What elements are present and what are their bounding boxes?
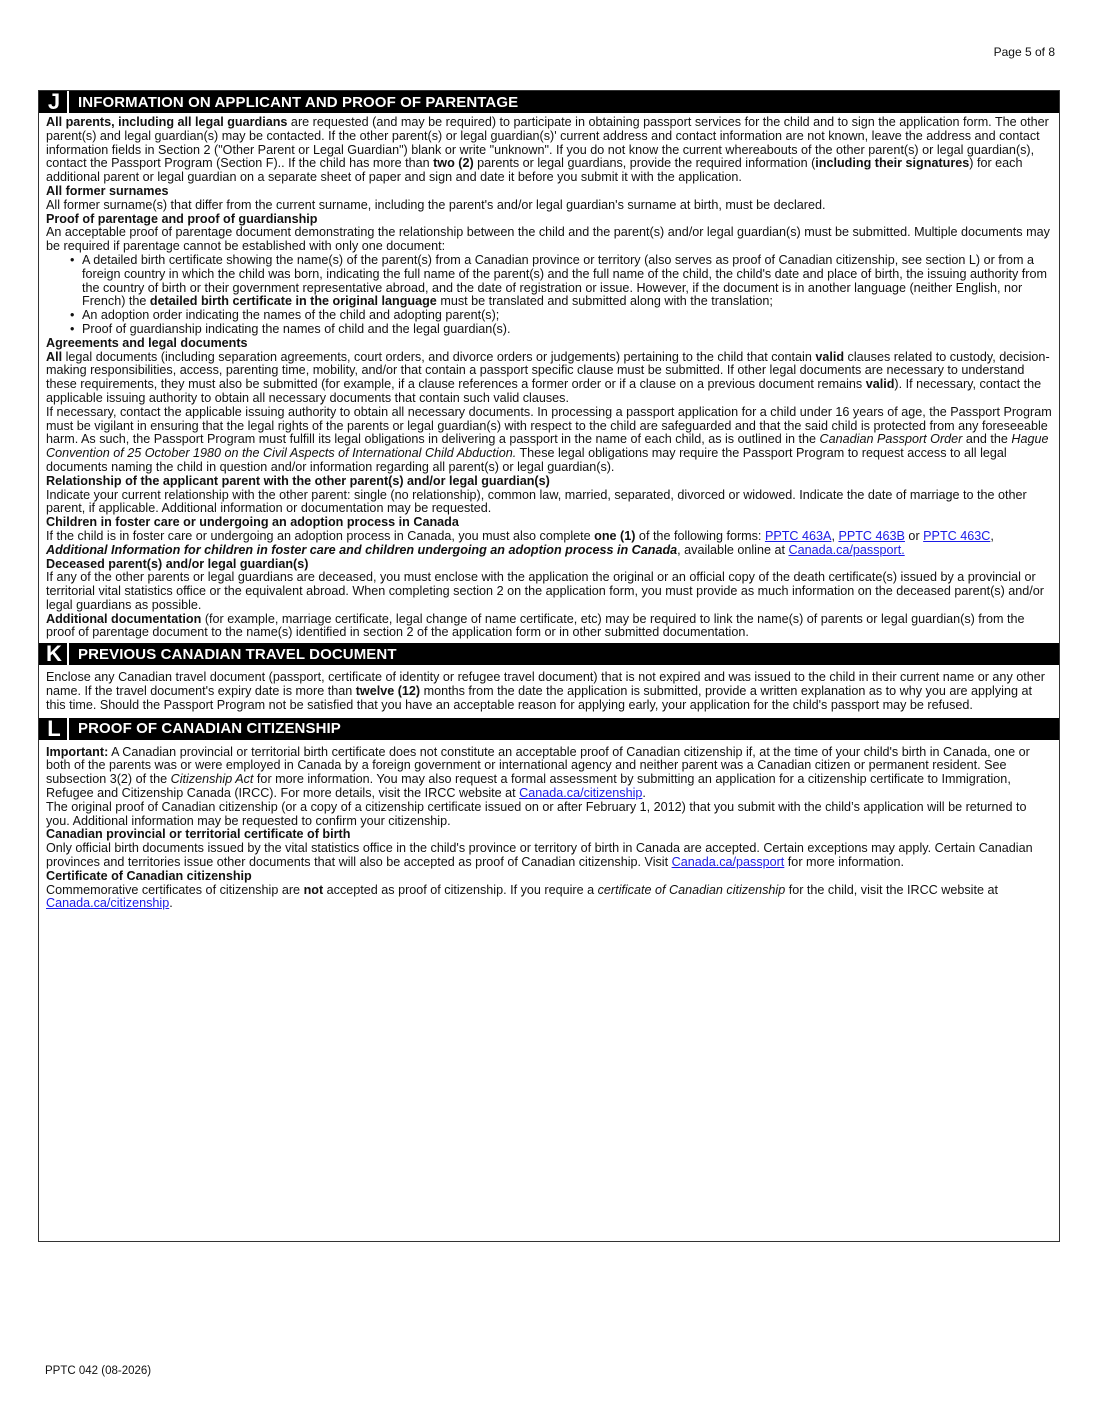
section-k-letter: K <box>41 643 69 665</box>
agreements-text-1 <box>46 351 1053 406</box>
foster-text-2: of the following forms: <box>635 528 765 543</box>
canada-passport-link[interactable]: Canada.ca/passport <box>671 855 785 870</box>
relationship-text: Indicate your current relationship with the other parent: single (no relationship), common law, married, separated, divorced or widowed. Indicate the date of marriage to the other parent, if applicable. Additional information or documentation may be requested. <box>46 487 1027 516</box>
agreements-italic-2: Hague Convention of 25 October 1980 on the Civil Aspects of International Child Abduction. <box>46 432 1049 461</box>
separator: or <box>904 528 924 543</box>
cert-text-4: . <box>169 896 173 911</box>
important-text-1: A Canadian provincial or territorial birth certificate does not constitute an acceptable proof of Canadian citizenship if, at the time of your child's birth in Canada, one or both of the parents was or were employed in Canada by a foreign government or international agency and neither parent was a Canadian citizen or permanent resident. See subsection 3(2) of the <box>46 744 1030 787</box>
page-number: Page 5 of 8 <box>993 45 1055 59</box>
form-code-footer: PPTC 042 (08-2026) <box>45 1365 152 1377</box>
bullet-text: must be translated and submitted along with the translation; <box>436 294 773 309</box>
foster-text <box>46 530 1053 558</box>
separator: , <box>990 528 994 543</box>
agreements-italic-1: Canadian Passport Order <box>819 432 963 447</box>
intro-bold-2: two (2) <box>433 156 474 171</box>
canada-passport-link[interactable]: Canada.ca/passport. <box>788 542 905 557</box>
original-proof-text: The original proof of Canadian citizenship (or a copy of a citizenship certificate issued on or after February 1, 2012) that you submit with the child’s application will be returned to you. Additional information may be requested to confirm your citizenship. <box>46 799 1027 828</box>
foster-heading: Children in foster care or undergoing an adoption process in Canada <box>46 515 459 530</box>
relationship-heading: Relationship of the applicant parent with the other parent(s) and/or legal guardian(s) <box>46 473 550 488</box>
section-j-intro <box>46 116 1053 185</box>
important-text-3: . <box>642 786 646 801</box>
additional-documentation-text <box>46 613 1053 641</box>
section-k-text <box>46 671 1053 712</box>
agreements-text: If necessary, contact the applicable issuing authority to obtain all necessary documents. In processing a passport application for a child under 16 years of age, the Passport Program must be vigilant in ensuring that the legal rights of the parents or legal guardian(s) with respect to the child are safeguarded and that the said child is protected from any foreseeable harm. As such, the Passport Program must fulfill its legal obligations in delivering a passport in the name of each child, as is outlined in the <box>46 404 1052 447</box>
agreements-text: ). If necessary, contact the applicable issuing authority to obtain all necessary documents that contain such valid clauses. <box>46 377 1042 405</box>
proof-heading: Proof of parentage and proof of guardianship <box>46 211 318 226</box>
bullet-bold: detailed birth certificate in the original language <box>149 294 437 309</box>
foster-text-1: If the child is in foster care or undergoing an adoption process in Canada, you must also complete <box>46 528 595 543</box>
section-k-content <box>39 665 1059 717</box>
agreements-bold-3: valid <box>865 377 895 392</box>
pptc-463a-link[interactable]: PPTC 463A <box>764 528 832 543</box>
section-j-content <box>39 113 1059 643</box>
cert-bold: not <box>303 882 324 897</box>
list-item: • An adoption order indicating the names of the child and adopting parent(s); <box>70 309 1053 323</box>
section-l-content <box>39 740 1059 915</box>
section-l-title: PROOF OF CANADIAN CITIZENSHIP <box>78 720 341 738</box>
section-k-text-1: Enclose any Canadian travel document (passport, certificate of identity or refugee travel document) that is not expired and was issued to the child in their current name or any other name. If the travel document's expiry date is more than <box>46 670 1045 699</box>
former-surnames-text: All former surname(s) that differ from the current surname, including the parent's and/or legal guardian's surname at birth, must be declared. <box>46 197 826 212</box>
birth-certificate-text <box>46 842 1053 870</box>
section-k-header <box>39 643 1059 665</box>
proof-list <box>46 254 1053 337</box>
form-page-frame <box>38 90 1060 1242</box>
agreements-text: clauses related to custody, decision-making responsibilities, access, parenting time, mobility, and/or that contain a passport specific clause must be submitted. If other legal documents are necessary to understand these requirements, they must also be submitted (for example, if a clause references a former order or if a clause on a previous document remains <box>46 349 1050 392</box>
cert-text-1: Commemorative certificates of citizenship are <box>46 882 304 897</box>
additional-text: (for example, marriage certificate, legal change of name certificate, etc) may be required to link the name(s) of parents or legal guardian(s) from the proof of parentage document to the name(s) identified in section 2 of the application form or in other submitted documentation. <box>46 611 1025 640</box>
agreements-bold-1: All <box>46 349 63 364</box>
additional-bold: Additional documentation <box>46 611 202 626</box>
list-item: • Proof of guardianship indicating the names of child and the legal guardian(s). <box>70 323 1053 337</box>
foster-text-3: , available online at <box>677 542 789 557</box>
agreements-heading: Agreements and legal documents <box>46 335 248 350</box>
intro-bold-1: All parents, including all legal guardians <box>46 115 288 129</box>
citizenship-certificate-text <box>46 884 1053 912</box>
cert-text-3: for the child, visit the IRCC website at <box>785 882 998 897</box>
foster-bold: one (1) <box>594 528 636 543</box>
agreements-text: These legal obligations may require the Passport Program to request access to all legal documents naming the child in question and/or information regarding all parent(s) or legal guardian(s). <box>46 446 1007 474</box>
deceased-text: If any of the other parents or legal guardians are deceased, you must enclose with the application the original or an official copy of the death certificate(s) issued by a provincial or territorial vital statistics office or the equivalent abroad. When completing section 2 on the application form, you must provide as much information on the deceased parent(s) and/or legal guardians as possible. <box>46 570 1044 612</box>
section-l-header <box>39 715 1059 741</box>
pptc-463b-link[interactable]: PPTC 463B <box>838 528 905 543</box>
cert-text-2: accepted as proof of citizenship. If you require a <box>323 882 598 897</box>
section-k-title: PREVIOUS CANADIAN TRAVEL DOCUMENT <box>78 645 397 663</box>
important-text-2: for more information. You may also request a formal assessment by submitting an application for a citizenship certificate to Immigration, Refugee and Citizenship Canada (IRCC). For more details, visit the IRCC website at <box>46 772 1011 801</box>
agreements-bold-2: valid <box>815 349 845 364</box>
section-k-bold: twelve (12) <box>355 684 421 699</box>
citizenship-act-title: Citizenship Act <box>170 772 254 787</box>
section-j-title: INFORMATION ON APPLICANT AND PROOF OF PARENTAGE <box>78 93 519 111</box>
proof-text: An acceptable proof of parentage document demonstrating the relationship between the child and the parent(s) and/or legal guardian(s) must be submitted. Multiple documents may be required if parentage cannot be established with only one document: <box>46 225 1050 254</box>
former-surnames-heading: All former surnames <box>46 183 169 198</box>
intro-text-3: ) for each additional parent or legal guardian on a separate sheet of paper and sign and date it before you submit it with the application. <box>46 156 1023 185</box>
birth-certificate-heading: Canadian provincial or territorial certificate of birth <box>46 827 351 842</box>
section-j-header <box>39 91 1059 113</box>
birth-cert-text-1: Only official birth documents issued by the vital statistics office in the child's province or territory of birth in Canada are accepted. Certain exceptions may apply. Certain Canadian provinces and territories issue other documents that will also be accepted as proof of Canadian citizenship. Visit <box>46 841 1033 870</box>
section-l-letter: L <box>41 718 69 740</box>
agreements-text-2 <box>46 406 1053 475</box>
section-j-letter: J <box>41 91 69 113</box>
citizenship-certificate-heading: Certificate of Canadian citizenship <box>46 868 252 883</box>
birth-cert-text-2: for more information. <box>784 855 904 870</box>
important-text <box>46 746 1053 801</box>
list-item <box>70 254 1053 309</box>
deceased-heading: Deceased parent(s) and/or legal guardian(s) <box>46 556 309 571</box>
intro-bold-3: including their signatures <box>815 156 970 171</box>
cert-italic: certificate of Canadian citizenship <box>597 882 786 897</box>
intro-text-2: parents or legal guardians, provide the required information ( <box>473 156 816 171</box>
agreements-text: legal documents (including separation agreements, court orders, and divorce orders or judgements) pertaining to the child that contain <box>62 349 816 364</box>
separator: , <box>831 528 839 543</box>
pptc-463c-link[interactable]: PPTC 463C <box>923 528 991 543</box>
foster-form-title: Additional Information for children in foster care and children undergoing an adoption process in Canada <box>46 542 678 557</box>
section-k-text-2: months from the date the application is submitted, provide a written explanation as to why you are applying at this time. Should the Passport Program not be satisfied that you have an acceptable reason for applying early, your application for the child's passport may be refused. <box>46 684 1032 712</box>
intro-text-1: are requested (and may be required) to participate in obtaining passport services for the child and to sign the application form. The other parent(s) and legal guardian(s) may be contacted. If the other parent(s) or legal guardian(s)' current address and contact information are not known, leave the address and contact information fields in Section 2 ("Other Parent or Legal Guardian") blank or write "unknown". If you do not know the current whereabouts of the other parent(s) or legal guardian(s), contact the Passport Program (Section F).. If the child has more than <box>46 115 1049 171</box>
canada-citizenship-link[interactable]: Canada.ca/citizenship <box>46 896 170 911</box>
important-label: Important: <box>46 744 109 759</box>
agreements-text: and the <box>962 432 1012 447</box>
canada-citizenship-link[interactable]: Canada.ca/citizenship <box>519 786 643 801</box>
bullet-text: A detailed birth certificate showing the name(s) of the parent(s) from a Canadian province or territory (also serves as proof of Canadian citizenship, see section L) or from a foreign country in which the child was born, indicating the full name of the parent(s) and the full name of the child, the child's date and place of birth, the issuing authority from the country of birth or their government representative abroad, and the date of registration or issue. However, if the document is in another language (neither English, nor French) the <box>82 252 1047 309</box>
